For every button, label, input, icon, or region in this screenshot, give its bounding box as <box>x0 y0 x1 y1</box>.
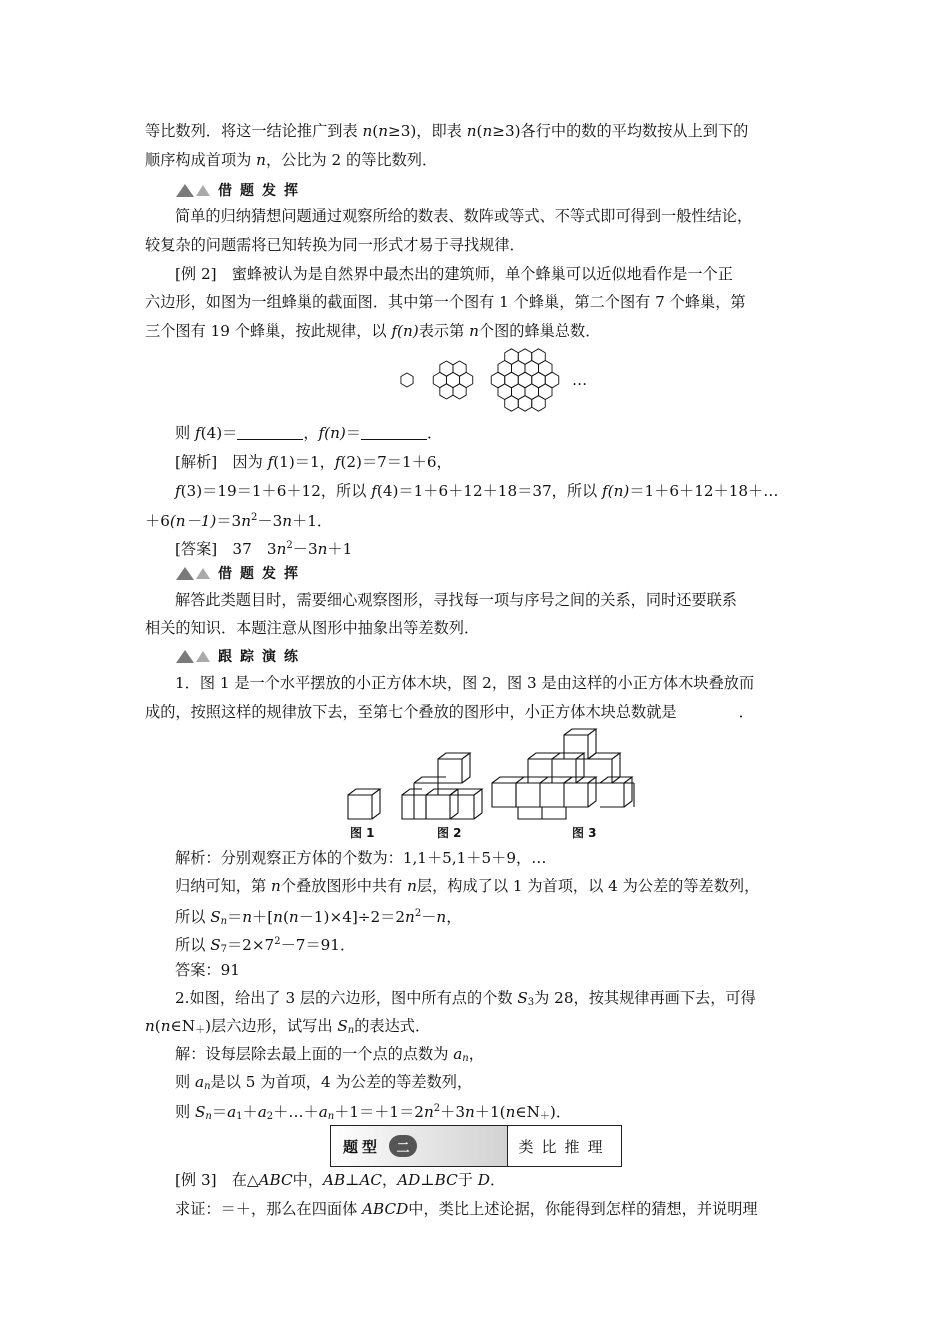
triangle-icon <box>176 184 194 197</box>
solution-line: 则 $S_n=a_1+a_2+\dots+a_n+1=+1=2n^2+3n+1(n\in N_+)$． <box>175 1103 572 1122</box>
text-line: 成的，按照这样的规律放下去，至第七个叠放的图形中，小正方体木块总数就是 ． <box>145 703 754 721</box>
solution-line: 归纳可知，第 n个叠放图形中共有 n层，构成了以 1 为首项，以 4 为公差的等差数列， <box>175 877 760 895</box>
text-line: 相关的知识．本题注意从图形中抽象出等差数列． <box>145 619 480 637</box>
text-line: [例 3] 在△ABC中，AB⊥AC，AD⊥BC于 D． <box>175 1171 506 1189</box>
figure-caption: 图 3 <box>572 826 597 840</box>
text-line: [例 2] 蜜蜂被认为是自然界中最杰出的建筑师，单个蜂巢可以近似地看作是一个正 <box>175 265 733 283</box>
answer-blank[interactable] <box>361 425 427 440</box>
text-line: 简单的归纳猜想问题通过观察所给的数表、数阵或等式、不等式即可得到一般性结论， <box>175 207 753 225</box>
triangle-icon <box>196 651 210 662</box>
section-label-area: 题型 二 <box>331 1126 507 1166</box>
section-number-badge: 二 <box>389 1135 417 1157</box>
text-line: 求证：＝＋，那么在四面体 ABCD中，类比上述论据，你能得到怎样的猜想，并说明理 <box>175 1200 758 1218</box>
hexagon-cell <box>460 372 473 387</box>
solution-line: 解：设每层除去最上面的一个点的点数为 $a_n$， <box>175 1045 484 1064</box>
honeycomb-figure <box>395 340 595 420</box>
cube-figure-2 <box>402 753 482 819</box>
text-line: 2.如图，给出了 3 层的六边形，图中所有点的个数 $S_3$为 28，按其规律再画下去，可得 <box>175 989 756 1008</box>
solution-line: $+6(n-1)=3n^2-3n+1$． <box>145 512 333 530</box>
section-header <box>330 1125 622 1167</box>
question-line: 则 f(4)＝ ，f(n)＝ ． <box>175 424 443 442</box>
ellipsis: … <box>572 371 588 389</box>
figure-caption: 图 2 <box>437 826 462 840</box>
hexagon-cell <box>545 372 559 388</box>
text-line: 六边形，如图为一组蜂巢的截面图．其中第一个图有 1 个蜂巢，第二个图有 7 个蜂巢，第 <box>145 293 746 311</box>
section-tag-practice: 跟踪演练 <box>176 646 306 666</box>
section-tag-borrow: 借题发挥 <box>176 180 306 200</box>
solution-line: [解析] 因为 f(1)＝1，f(2)＝7＝1＋6， <box>175 453 452 471</box>
solution-line: 所以 $S_n=n+[n(n-1)\times 4]\div 2=2n^2-n$， <box>175 908 462 927</box>
cube-figure-1 <box>348 789 380 819</box>
hexagon-cell <box>401 373 413 387</box>
triangle-icon <box>196 568 210 579</box>
text-line: 1．图 1 是一个水平摆放的小正方体木块，图 2，图 3 是由这样的小正方体木块叠放而 <box>175 674 755 692</box>
answer-line: 答案：91 <box>175 961 240 979</box>
figure-caption: 图 1 <box>350 826 375 840</box>
cubes-figure <box>340 725 650 845</box>
section-title: 类比推理 <box>518 1137 611 1156</box>
triangle-icon <box>176 567 194 580</box>
text-line: 解答此类题目时，需要细心观察图形，寻找每一项与序号之间的关系，同时还要联系 <box>175 591 737 609</box>
text-line: 顺序构成首项为 n，公比为 2 的等比数列． <box>145 151 438 169</box>
solution-line: 所以 $S_7=2\times 7^2-7=91$． <box>175 936 356 955</box>
solution-line: f(3)＝19＝1＋6＋12，所以 f(4)＝1＋6＋12＋18＝37，所以 f(n)＝1＋6＋12＋18＋… <box>175 482 779 500</box>
text-line: 三个图有 19 个蜂巢，按此规律，以 f(n)表示第 n个图的蜂巢总数． <box>145 322 601 340</box>
solution-line: 则 $a_n$是以 5 为首项，4 为公差的等差数列， <box>175 1073 473 1092</box>
text-line: 等比数列．将这一结论推广到表 n(n≥3)，即表 n(n≥3)各行中的数的平均数按从上到下的 <box>145 122 749 140</box>
triangle-icon <box>176 650 194 663</box>
triangle-icon <box>196 185 210 196</box>
text-line: $n(n\in N_+)$层六边形，试写出 $S_n$的表达式． <box>145 1017 431 1036</box>
answer-line: [答案] 37 $3n^2-3n+1$ <box>175 540 353 558</box>
cube-figure-3 <box>492 729 634 819</box>
section-tag-borrow: 借题发挥 <box>176 563 306 583</box>
solution-line: 解析：分别观察正方体的个数为：1,1＋5,1＋5＋9，… <box>175 849 547 867</box>
answer-blank[interactable] <box>237 425 303 440</box>
text-line: 较复杂的问题需将已知转换为同一形式才易于寻找规律． <box>145 236 525 254</box>
